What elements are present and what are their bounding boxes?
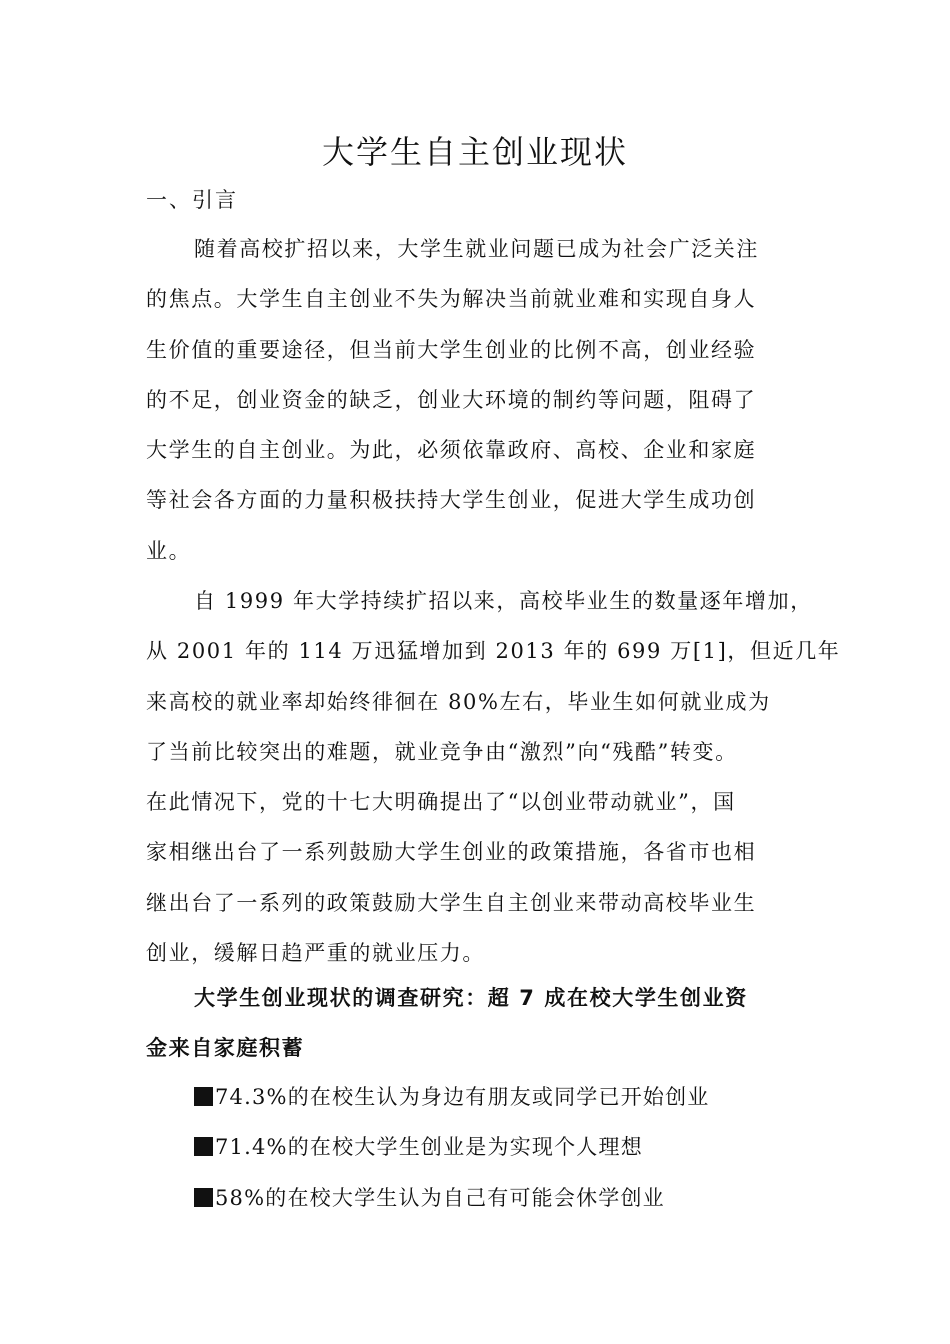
paragraph-2-line: 在此情况下，党的十七大明确提出了“以创业带动就业”，国: [146, 790, 736, 815]
document-title: 大学生自主创业现状: [321, 133, 628, 171]
survey-bullet-list: [194, 1072, 710, 1223]
survey-bullet-text: 71.4%的在校大学生创业是为实现个人理想: [215, 1135, 643, 1160]
survey-bullet-item: [194, 1122, 710, 1172]
paragraph-2: [146, 576, 841, 978]
paragraph-2-line: 继出台了一系列的政策鼓励大学生自主创业来带动高校毕业生: [146, 890, 757, 915]
survey-bullet-text: 58%的在校大学生认为自己有可能会休学创业: [215, 1185, 665, 1210]
black-square-bullet-icon: [194, 1087, 213, 1106]
paragraph-2-line: 家相继出台了一系列鼓励大学生创业的政策措施，各省市也相: [146, 840, 757, 865]
black-square-bullet-icon: [194, 1188, 213, 1207]
paragraph-1-line: 随着高校扩招以来，大学生就业问题已成为社会广泛关注: [194, 237, 759, 261]
survey-bullet-item: [194, 1173, 710, 1223]
section-heading: 一、引言: [146, 188, 238, 212]
paragraph-1-line: 等社会各方面的力量积极扶持大学生创业，促进大学生成功创: [146, 488, 757, 513]
paragraph-2-line: 自 1999 年大学持续扩招以来，高校毕业生的数量逐年增加，: [194, 589, 813, 613]
paragraph-1-line: 大学生的自主创业。为此，必须依靠政府、高校、企业和家庭: [146, 438, 757, 463]
paragraph-2-line: 从 2001 年的 114 万迅猛增加到 2013 年的 699 万[1]，但近几年: [146, 639, 841, 664]
paragraph-2-line: 来高校的就业率却始终徘徊在 80%左右，毕业生如何就业成为: [146, 689, 771, 714]
survey-heading-line: 大学生创业现状的调查研究：超 7 成在校大学生创业资: [194, 986, 748, 1010]
paragraph-1-line: 的焦点。大学生自主创业不失为解决当前就业难和实现自身人: [146, 287, 757, 312]
black-square-bullet-icon: [194, 1137, 213, 1156]
paragraph-1: [146, 224, 810, 576]
survey-heading: [146, 973, 810, 1074]
survey-bullet-text: 74.3%的在校生认为身边有朋友或同学已开始创业: [215, 1085, 710, 1109]
survey-heading-line: 金来自家庭积蓄: [146, 1036, 305, 1061]
paragraph-1-line: 的不足，创业资金的缺乏，创业大环境的制约等问题，阻碍了: [146, 387, 757, 412]
survey-bullet-item: [194, 1072, 710, 1122]
paragraph-1-line: 生价值的重要途径，但当前大学生创业的比例不高，创业经验: [146, 337, 757, 362]
paragraph-2-line: 创业，缓解日趋严重的就业压力。: [146, 941, 485, 966]
paragraph-1-line: 业。: [146, 538, 192, 563]
paragraph-2-line: 了当前比较突出的难题，就业竞争由“激烈”向“残酷”转变。: [146, 739, 738, 764]
